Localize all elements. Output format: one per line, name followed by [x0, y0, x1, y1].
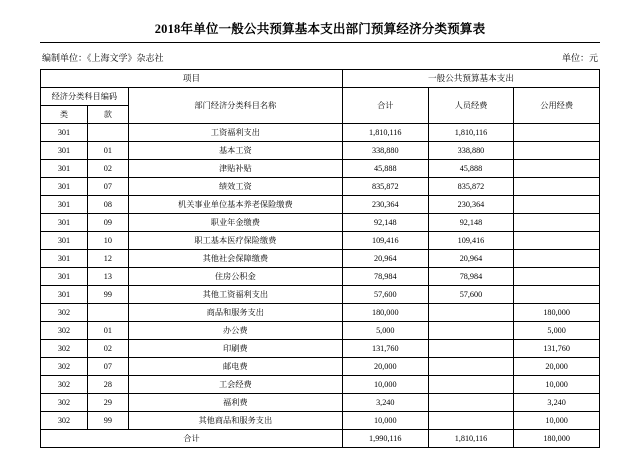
- cell-total: 338,880: [342, 142, 428, 160]
- cell-total: 1,810,116: [342, 124, 428, 142]
- cell-personnel: 92,148: [428, 214, 514, 232]
- cell-personnel: [428, 340, 514, 358]
- cell-lei: 302: [41, 412, 88, 430]
- table-row: [41, 214, 600, 232]
- cell-kuan: 10: [87, 232, 128, 250]
- cell-personnel: 20,964: [428, 250, 514, 268]
- table-row: [41, 178, 600, 196]
- header-subject-name: 部门经济分类科目名称: [128, 88, 342, 124]
- cell-public: [514, 196, 600, 214]
- cell-subject-name: 工会经费: [128, 376, 342, 394]
- cell-subject-name: 其他工资福利支出: [128, 286, 342, 304]
- cell-kuan: 02: [87, 160, 128, 178]
- cell-public: 131,760: [514, 340, 600, 358]
- table-header-row-group: [41, 70, 600, 88]
- cell-kuan: 07: [87, 358, 128, 376]
- cell-personnel: 338,880: [428, 142, 514, 160]
- table-row: [41, 286, 600, 304]
- cell-public: [514, 268, 600, 286]
- table-row: [41, 304, 600, 322]
- cell-kuan: [87, 124, 128, 142]
- cell-total: 20,964: [342, 250, 428, 268]
- cell-kuan: 99: [87, 286, 128, 304]
- table-row: [41, 160, 600, 178]
- cell-kuan: 08: [87, 196, 128, 214]
- table-row: [41, 376, 600, 394]
- preparing-unit-label: 编制单位：《上海文学》杂志社: [42, 53, 164, 63]
- cell-total: 10,000: [342, 412, 428, 430]
- cell-subject-name: 邮电费: [128, 358, 342, 376]
- cell-total: 835,872: [342, 178, 428, 196]
- table-row: [41, 340, 600, 358]
- cell-subject-name: 绩效工资: [128, 178, 342, 196]
- total-total: 1,990,116: [342, 430, 428, 448]
- title-divider: [40, 42, 600, 43]
- cell-lei: 302: [41, 322, 88, 340]
- cell-personnel: [428, 304, 514, 322]
- cell-total: 45,888: [342, 160, 428, 178]
- table-row: [41, 268, 600, 286]
- table-row: [41, 196, 600, 214]
- table-row: [41, 124, 600, 142]
- header-group-item: 项目: [41, 70, 343, 88]
- cell-personnel: [428, 376, 514, 394]
- table-body: [41, 124, 600, 448]
- cell-kuan: 02: [87, 340, 128, 358]
- header-public: 公用经费: [514, 88, 600, 124]
- table-row: [41, 232, 600, 250]
- cell-lei: 301: [41, 178, 88, 196]
- cell-personnel: 109,416: [428, 232, 514, 250]
- cell-public: [514, 214, 600, 232]
- cell-public: [514, 178, 600, 196]
- cell-personnel: 45,888: [428, 160, 514, 178]
- cell-public: [514, 142, 600, 160]
- table-row: [41, 358, 600, 376]
- currency-unit-label: 单位：元: [561, 53, 598, 63]
- table-header: [41, 70, 600, 124]
- cell-subject-name: 办公费: [128, 322, 342, 340]
- cell-total: 5,000: [342, 322, 428, 340]
- header-personnel: 人员经费: [428, 88, 514, 124]
- cell-lei: 302: [41, 304, 88, 322]
- cell-lei: 301: [41, 232, 88, 250]
- table-row: [41, 142, 600, 160]
- cell-personnel: 835,872: [428, 178, 514, 196]
- cell-lei: 301: [41, 250, 88, 268]
- table-row: [41, 394, 600, 412]
- cell-subject-name: 印刷费: [128, 340, 342, 358]
- cell-total: 10,000: [342, 376, 428, 394]
- total-label: 合计: [41, 430, 343, 448]
- cell-total: 131,760: [342, 340, 428, 358]
- cell-public: 10,000: [514, 412, 600, 430]
- table-header-row-sub1: [41, 88, 600, 106]
- document-meta: [40, 49, 600, 69]
- cell-subject-name: 福利费: [128, 394, 342, 412]
- cell-lei: 301: [41, 196, 88, 214]
- table-total-row: [41, 430, 600, 448]
- cell-total: 180,000: [342, 304, 428, 322]
- cell-public: 5,000: [514, 322, 600, 340]
- cell-kuan: 12: [87, 250, 128, 268]
- header-code-group: 经济分类科目编码: [41, 88, 129, 106]
- cell-total: 3,240: [342, 394, 428, 412]
- cell-lei: 302: [41, 358, 88, 376]
- total-public: 180,000: [514, 430, 600, 448]
- cell-total: 92,148: [342, 214, 428, 232]
- cell-public: 3,240: [514, 394, 600, 412]
- cell-subject-name: 工资福利支出: [128, 124, 342, 142]
- cell-public: [514, 124, 600, 142]
- table-row: [41, 412, 600, 430]
- cell-subject-name: 其他社会保障缴费: [128, 250, 342, 268]
- cell-total: 78,984: [342, 268, 428, 286]
- cell-personnel: 57,600: [428, 286, 514, 304]
- cell-personnel: [428, 412, 514, 430]
- cell-personnel: 78,984: [428, 268, 514, 286]
- cell-subject-name: 住房公积金: [128, 268, 342, 286]
- cell-personnel: [428, 394, 514, 412]
- cell-kuan: [87, 304, 128, 322]
- cell-total: 57,600: [342, 286, 428, 304]
- cell-kuan: 99: [87, 412, 128, 430]
- cell-total: 230,364: [342, 196, 428, 214]
- cell-lei: 301: [41, 160, 88, 178]
- cell-total: 20,000: [342, 358, 428, 376]
- cell-public: 10,000: [514, 376, 600, 394]
- cell-subject-name: 商品和服务支出: [128, 304, 342, 322]
- cell-subject-name: 其他商品和服务支出: [128, 412, 342, 430]
- cell-lei: 301: [41, 142, 88, 160]
- cell-kuan: 09: [87, 214, 128, 232]
- cell-subject-name: 职业年金缴费: [128, 214, 342, 232]
- cell-lei: 302: [41, 340, 88, 358]
- cell-personnel: 1,810,116: [428, 124, 514, 142]
- cell-kuan: 13: [87, 268, 128, 286]
- budget-table: [40, 69, 600, 448]
- cell-public: [514, 232, 600, 250]
- cell-public: [514, 250, 600, 268]
- cell-total: 109,416: [342, 232, 428, 250]
- cell-lei: 301: [41, 268, 88, 286]
- page-title: 2018年单位一般公共预算基本支出部门预算经济分类预算表: [154, 22, 486, 36]
- cell-kuan: 29: [87, 394, 128, 412]
- cell-kuan: 01: [87, 142, 128, 160]
- cell-kuan: 28: [87, 376, 128, 394]
- cell-public: 20,000: [514, 358, 600, 376]
- cell-subject-name: 津贴补贴: [128, 160, 342, 178]
- cell-lei: 302: [41, 394, 88, 412]
- total-personnel: 1,810,116: [428, 430, 514, 448]
- header-total: 合计: [342, 88, 428, 124]
- cell-public: [514, 286, 600, 304]
- header-kuan: 款: [87, 106, 128, 124]
- cell-personnel: [428, 322, 514, 340]
- cell-public: 180,000: [514, 304, 600, 322]
- cell-lei: 301: [41, 124, 88, 142]
- cell-kuan: 07: [87, 178, 128, 196]
- header-lei: 类: [41, 106, 88, 124]
- cell-personnel: [428, 358, 514, 376]
- cell-lei: 301: [41, 286, 88, 304]
- header-group-amount: 一般公共预算基本支出: [342, 70, 599, 88]
- cell-lei: 301: [41, 214, 88, 232]
- cell-lei: 302: [41, 376, 88, 394]
- cell-personnel: 230,364: [428, 196, 514, 214]
- cell-kuan: 01: [87, 322, 128, 340]
- cell-public: [514, 160, 600, 178]
- cell-subject-name: 机关事业单位基本养老保险缴费: [128, 196, 342, 214]
- table-row: [41, 322, 600, 340]
- cell-subject-name: 职工基本医疗保险缴费: [128, 232, 342, 250]
- cell-subject-name: 基本工资: [128, 142, 342, 160]
- table-row: [41, 250, 600, 268]
